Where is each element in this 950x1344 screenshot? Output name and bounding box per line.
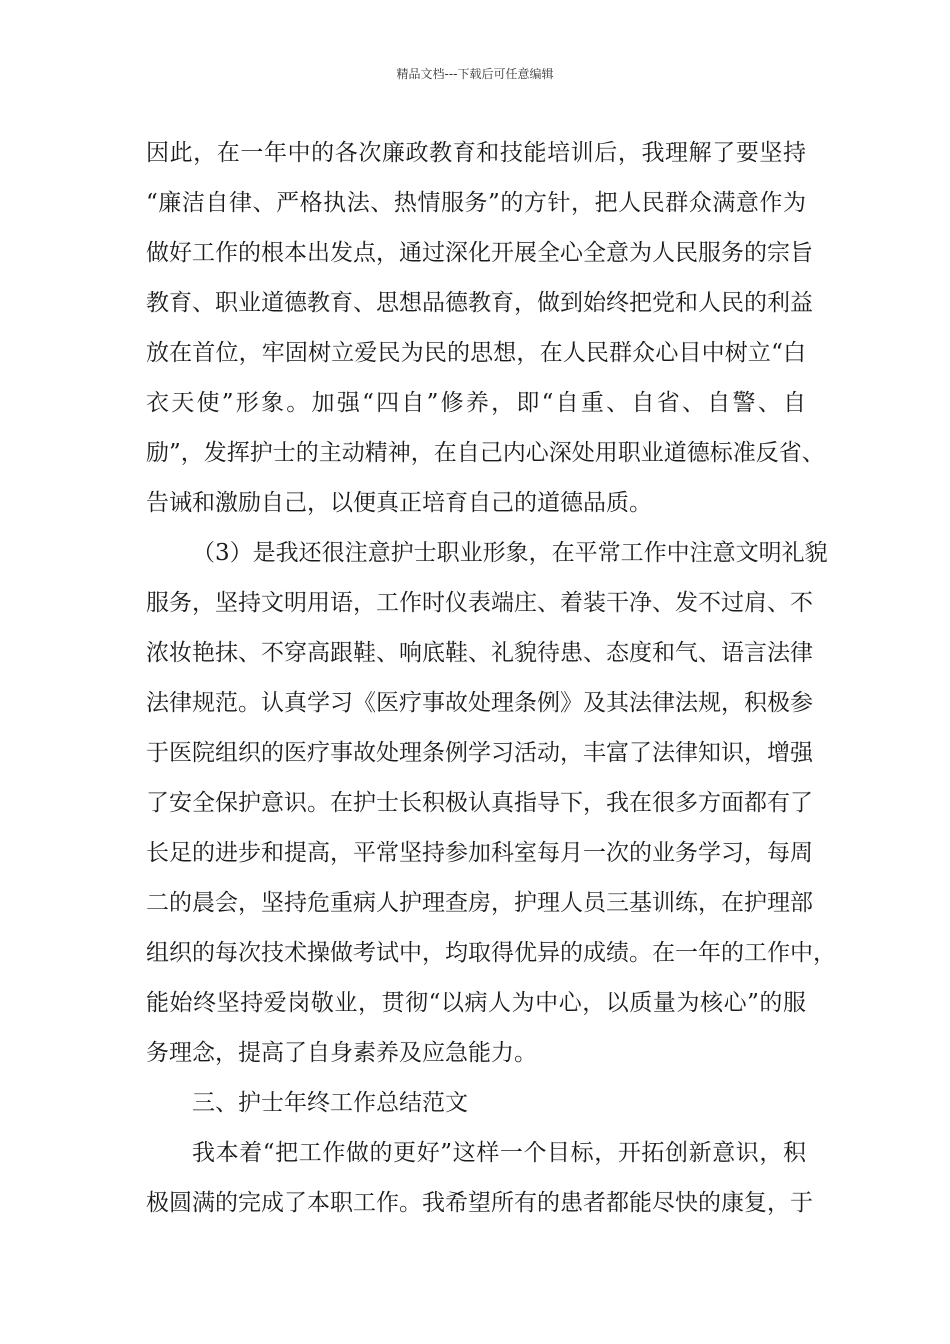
text-line: 组织的每次技术操做考试中，均取得优异的成绩。在一年的工作中， <box>146 940 836 966</box>
text-line: 放在首位，牢固树立爱民为民的思想，在人民群众心目中树立“白 <box>146 340 806 366</box>
section-heading: 三、护士年终工作总结范文 <box>192 1090 468 1116</box>
text-line: 了安全保护意识。在护士长积极认真指导下，我在很多方面都有了 <box>146 790 813 816</box>
text-line: 做好工作的根本出发点，通过深化开展全心全意为人民服务的宗旨 <box>146 240 813 266</box>
text-line: 服务，坚持文明用语，工作时仪表端庄、着装干净、发不过肩、不 <box>146 590 813 616</box>
text-line: 法律规范。认真学习《医疗事故处理条例》及其法律法规，积极参 <box>146 690 813 716</box>
text-line: 告诫和激励自己，以便真正培育自己的道德品质。 <box>146 490 652 516</box>
text-line: 能始终坚持爱岗敬业，贯彻“以病人为中心，以质量为核心”的服 <box>146 990 806 1016</box>
paragraph-first-line: （3）是我还很注意护士职业形象，在平常工作中注意文明礼貌 <box>192 540 828 566</box>
text-line: 极圆满的完成了本职工作。我希望所有的患者都能尽快的康复，于 <box>146 1190 813 1216</box>
text-line: 于医院组织的医疗事故处理条例学习活动，丰富了法律知识，增强 <box>146 740 813 766</box>
text-line: 励”，发挥护士的主动精神，在自己内心深处用职业道德标准反省、 <box>146 440 825 466</box>
text-line: 浓妆艳抹、不穿高跟鞋、响底鞋、礼貌待患、态度和气、语言法律 <box>146 640 813 666</box>
text-line: 务理念，提高了自身素养及应急能力。 <box>146 1040 537 1066</box>
page-header: 精品文档---下载后可任意编辑 <box>396 67 554 81</box>
text-line: 教育、职业道德教育、思想品德教育，做到始终把党和人民的利益 <box>146 290 813 316</box>
text-line: 二的晨会，坚持危重病人护理查房，护理人员三基训练，在护理部 <box>146 890 813 916</box>
text-line: 长足的进步和提高，平常坚持参加科室每月一次的业务学习，每周 <box>146 840 813 866</box>
text-line: 衣天使”形象。加强“四自”修养，即“自重、自省、自警、自 <box>146 390 806 416</box>
document-body <box>146 128 836 1228</box>
text-line: 因此，在一年中的各次廉政教育和技能培训后，我理解了要坚持 <box>146 140 806 166</box>
text-line: “廉洁自律、严格执法、热情服务”的方针，把人民群众满意作为 <box>146 190 806 216</box>
paragraph-first-line: 我本着“把工作做的更好”这样一个目标，开拓创新意识，积 <box>192 1140 806 1166</box>
